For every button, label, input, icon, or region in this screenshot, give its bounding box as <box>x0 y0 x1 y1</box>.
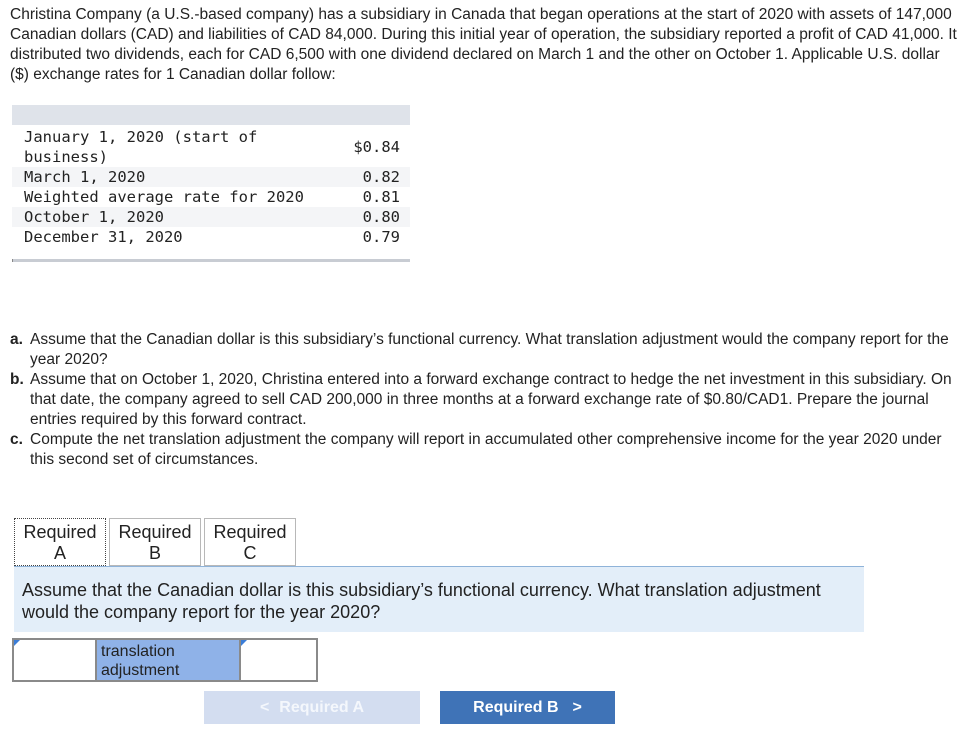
rates-table <box>12 125 410 247</box>
rate-value: 0.79 <box>362 228 400 246</box>
tab-label: Required <box>213 522 287 542</box>
question-marker: b. <box>10 371 24 388</box>
answer-label-cell: translation adjustment <box>96 638 240 682</box>
prev-button-label: Required A <box>279 698 365 716</box>
answer-row <box>12 638 318 682</box>
next-required-button[interactable] <box>440 691 615 724</box>
tab-required-c[interactable] <box>204 518 296 566</box>
question-item <box>10 370 960 430</box>
rate-date: January 1, 2020 (start of business) <box>24 128 258 166</box>
table-header-bar <box>12 105 410 125</box>
tab-letter: A <box>53 543 66 563</box>
question-text: Assume that the Canadian dollar is this subsidiary’s functional currency. What translation adjustment would the company report for the year 2020? <box>30 331 949 368</box>
rate-date: December 31, 2020 <box>24 228 183 246</box>
question-text: Assume that on October 1, 2020, Christina entered into a forward exchange contract to hedge the net investment in this subsidiary. On that date, the company agreed to sell CAD 200,000 in three months at a forward exchange rate of $0.80/CAD1. Prepare the journal entries required by this forward contract. <box>30 371 952 428</box>
tab-letter: B <box>148 543 161 563</box>
problem-intro: Christina Company (a U.S.-based company) has a subsidiary in Canada that began operations at the start of 2020 with assets of 147,000 Canadian dollars (CAD) and liabilities of CAD 84,000. During this initial year of operation, the subsidiary reported a profit of CAD 41,000. It distributed two dividends, each for CAD 6,500 with one dividend declared on March 1 and the other on October 1. Applicable U.S. dollar ($) exchange rates for 1 Canadian dollar follow: <box>10 6 957 83</box>
rate-value: 0.82 <box>309 167 410 187</box>
requirement-tabs <box>14 518 299 566</box>
question-item <box>10 430 960 470</box>
rate-value: 0.81 <box>362 188 400 206</box>
table-row <box>12 187 410 207</box>
next-button-label: Required B <box>473 698 559 716</box>
exchange-rate-table <box>12 105 410 262</box>
tab-label: Required <box>118 522 192 542</box>
tab-required-a[interactable] <box>14 518 106 566</box>
prev-required-button <box>204 691 420 724</box>
table-row <box>12 207 410 227</box>
answer-amount-input[interactable] <box>240 638 318 682</box>
table-bottom-rule <box>12 259 410 262</box>
table-row <box>12 167 410 187</box>
rate-value: $0.84 <box>353 138 400 156</box>
answer-left-input[interactable] <box>12 638 96 682</box>
requirement-prompt: Assume that the Canadian dollar is this subsidiary’s functional currency. What translation adjustment would the company report for the year 2020? <box>14 566 864 632</box>
chevron-right-icon: > <box>572 698 582 716</box>
rate-value: 0.80 <box>309 207 410 227</box>
question-marker: a. <box>10 331 23 348</box>
question-text: Compute the net translation adjustment the company will report in accumulated other comprehensive income for the year 2020 under this second set of circumstances. <box>30 431 942 468</box>
rate-date: March 1, 2020 <box>12 167 309 187</box>
question-list <box>10 330 960 470</box>
tab-letter: C <box>243 543 257 563</box>
question-marker: c. <box>10 431 23 448</box>
chevron-left-icon: < <box>259 698 270 716</box>
tab-required-b[interactable] <box>109 518 201 566</box>
question-item <box>10 330 960 370</box>
tab-label: Required <box>23 522 97 542</box>
rate-date: Weighted average rate for 2020 <box>24 188 304 206</box>
table-row <box>12 227 410 247</box>
table-row <box>12 125 410 167</box>
rate-date: October 1, 2020 <box>12 207 309 227</box>
